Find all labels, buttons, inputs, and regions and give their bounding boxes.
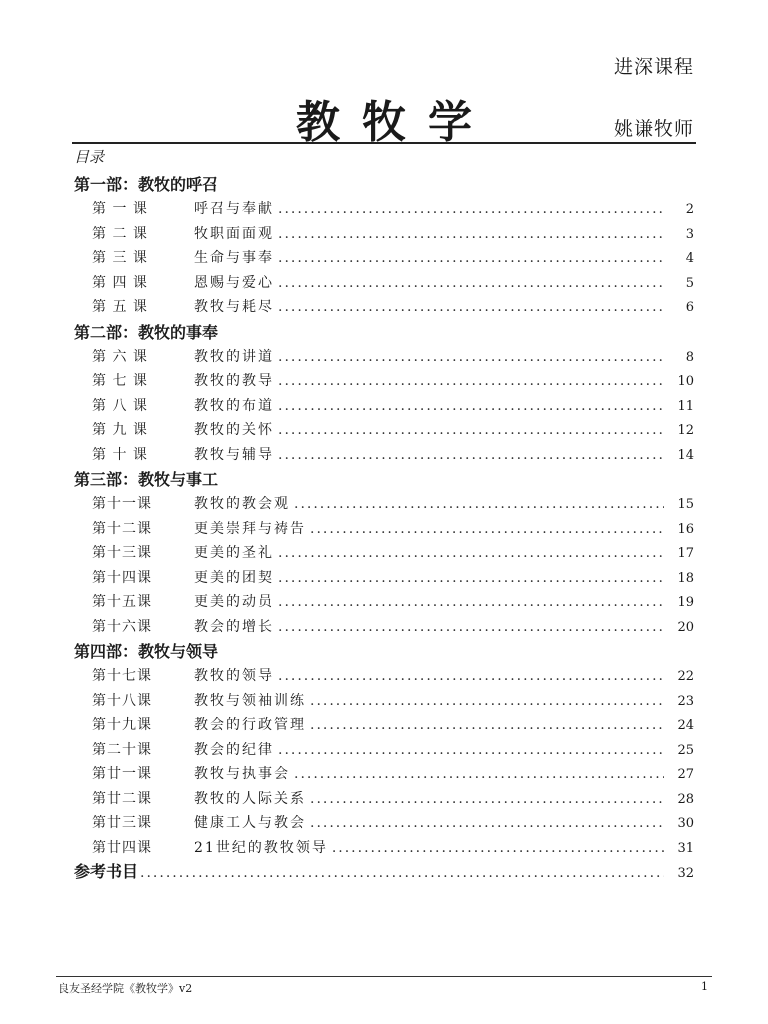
lesson-title: 教牧的讲道 [194,348,274,365]
lesson-title: 健康工人与教会 [194,815,306,831]
lesson-title: 教牧的教会观 [194,496,290,512]
lesson-title: 呼召与奉献 [194,201,274,217]
toc-entry[interactable] [74,787,694,812]
toc-entry[interactable] [74,762,694,787]
lesson-number: 第 四 课 [92,274,148,291]
dot-leader [278,443,664,468]
page-number: 14 [677,447,694,463]
lesson-number: 第十五课 [92,594,152,610]
page-number: 24 [677,718,694,733]
page-number: 22 [677,669,694,684]
toc-entry[interactable] [74,345,694,370]
page-number: 19 [677,595,694,610]
page-number: 27 [677,767,694,782]
page-number: 17 [677,546,694,561]
lesson-number: 第廿二课 [92,790,152,807]
page-number: 3 [685,226,694,242]
toc-entry[interactable] [74,443,694,468]
lesson-title: 教牧与耗尽 [194,299,274,315]
lesson-number: 第十六课 [92,618,152,635]
lesson-title: 更美的动员 [194,594,274,610]
dot-leader [278,246,664,271]
lesson-number: 第十九课 [92,717,152,733]
page-number: 30 [677,816,694,831]
lesson-number: 第廿一课 [92,766,152,782]
dot-leader [278,566,664,591]
lesson-number: 第 七 课 [92,373,148,389]
part-heading: 第四部：教牧与领导 [74,642,219,661]
page-number: 32 [677,866,694,881]
page-number: 28 [677,791,694,807]
toc-label: 目录 [74,148,105,166]
lesson-title: 更美崇拜与祷告 [194,520,306,537]
toc-entry[interactable] [74,369,694,394]
lesson-title: 教会的增长 [194,618,274,635]
page-title: 教牧学 [296,97,494,148]
dot-leader [278,394,664,419]
lesson-title: 教牧的布道 [194,397,274,414]
footer-text: 良友圣经学院《教牧学》v2 [58,982,193,995]
lesson-number: 第十二课 [92,520,152,537]
toc-entry[interactable] [74,738,694,763]
toc-entry[interactable] [74,246,694,271]
dot-leader [278,738,664,763]
lesson-title: 21世纪的教牧领导 [194,839,328,856]
references-title: 参考书目 [74,862,139,881]
lesson-number: 第十四课 [92,569,152,586]
toc-entry[interactable] [74,295,694,320]
page-number: 4 [685,251,694,266]
lesson-number: 第 十 课 [92,446,148,463]
dot-leader [310,787,664,812]
lesson-number: 第十三课 [92,545,152,561]
lesson-title: 教牧与执事会 [194,766,290,782]
lesson-number: 第 六 课 [92,348,148,365]
dot-leader [310,811,664,836]
table-of-contents [74,172,694,885]
dot-leader [278,541,664,566]
footer-rule [56,976,712,977]
toc-entry[interactable] [74,541,694,566]
lesson-title: 更美的团契 [194,569,274,586]
lesson-number: 第廿三课 [92,815,152,831]
lesson-title: 教牧的关怀 [194,422,274,438]
page-number: 8 [685,349,694,365]
toc-entry[interactable] [74,590,694,615]
toc-entry[interactable] [74,713,694,738]
lesson-number: 第 三 课 [92,250,148,266]
dot-leader [278,615,664,640]
toc-entry[interactable] [74,222,694,247]
lesson-number: 第 一 课 [92,201,148,217]
lesson-number: 第二十课 [92,741,152,758]
lesson-title: 更美的圣礼 [194,545,274,561]
toc-entry[interactable] [74,615,694,640]
lesson-number: 第 九 课 [92,422,148,438]
page-number: 25 [677,742,694,758]
lesson-number: 第十七课 [92,668,152,684]
lesson-title: 生命与事奉 [194,250,274,266]
lesson-title: 牧职面面观 [194,225,274,242]
dot-leader [278,418,664,443]
dot-leader [310,517,664,542]
lesson-number: 第 五 课 [92,299,148,315]
part-heading: 第二部：教牧的事奉 [74,322,219,342]
page-number: 5 [685,275,694,291]
dot-leader [278,369,664,394]
series-label: 进深课程 [613,56,694,78]
lesson-number: 第廿四课 [92,839,152,856]
lesson-title: 教会的纪律 [194,741,274,758]
lesson-title: 恩赐与爱心 [194,274,274,291]
toc-entry[interactable] [74,689,694,714]
toc-entry[interactable] [74,664,694,689]
toc-entry[interactable] [74,492,694,517]
toc-entry-references[interactable] [74,860,694,885]
page-number: 15 [677,497,694,512]
page-number: 16 [677,521,694,537]
page-number: 6 [685,300,694,315]
lesson-title: 教牧的人际关系 [194,790,306,807]
part-heading: 第三部：教牧与事工 [74,470,219,489]
page-number: 10 [677,374,694,389]
lesson-title: 教牧与领袖训练 [194,692,306,709]
toc-entry[interactable] [74,197,694,222]
lesson-number: 第十八课 [92,692,152,709]
page-number: 18 [677,570,694,586]
dot-leader [278,345,664,370]
toc-entry[interactable] [74,418,694,443]
toc-entry[interactable] [74,394,694,419]
toc-entry[interactable] [74,517,694,542]
dot-leader [278,664,664,689]
dot-leader [310,713,664,738]
header-rule [72,142,696,144]
page-number: 23 [677,693,694,709]
dot-leader [332,836,664,861]
page-number: 31 [677,840,694,856]
dot-leader [278,590,664,615]
dot-leader [278,295,664,320]
part-heading: 第一部：教牧的呼召 [74,175,219,194]
page-number: 20 [677,619,694,635]
toc-entry[interactable] [74,271,694,296]
dot-leader [140,861,664,886]
dot-leader [310,689,664,714]
toc-entry[interactable] [74,566,694,591]
lesson-title: 教牧与辅导 [194,446,274,463]
page-number: 11 [677,398,694,414]
lesson-number: 第十一课 [92,496,152,512]
dot-leader [278,197,664,222]
lesson-title: 教会的行政管理 [194,717,306,733]
page-number: 2 [685,202,694,217]
lesson-number: 第 八 课 [92,397,148,414]
lesson-title: 教牧的教导 [194,373,274,389]
toc-entry[interactable] [74,836,694,861]
page-number: 12 [677,423,694,438]
lesson-number: 第 二 课 [92,225,148,242]
lesson-title: 教牧的领导 [194,668,274,684]
dot-leader [278,271,664,296]
author-label: 姚谦牧师 [613,118,694,140]
dot-leader [278,222,664,247]
dot-leader [294,492,664,517]
toc-entry[interactable] [74,811,694,836]
footer-page-number: 1 [701,980,708,993]
dot-leader [294,762,664,787]
